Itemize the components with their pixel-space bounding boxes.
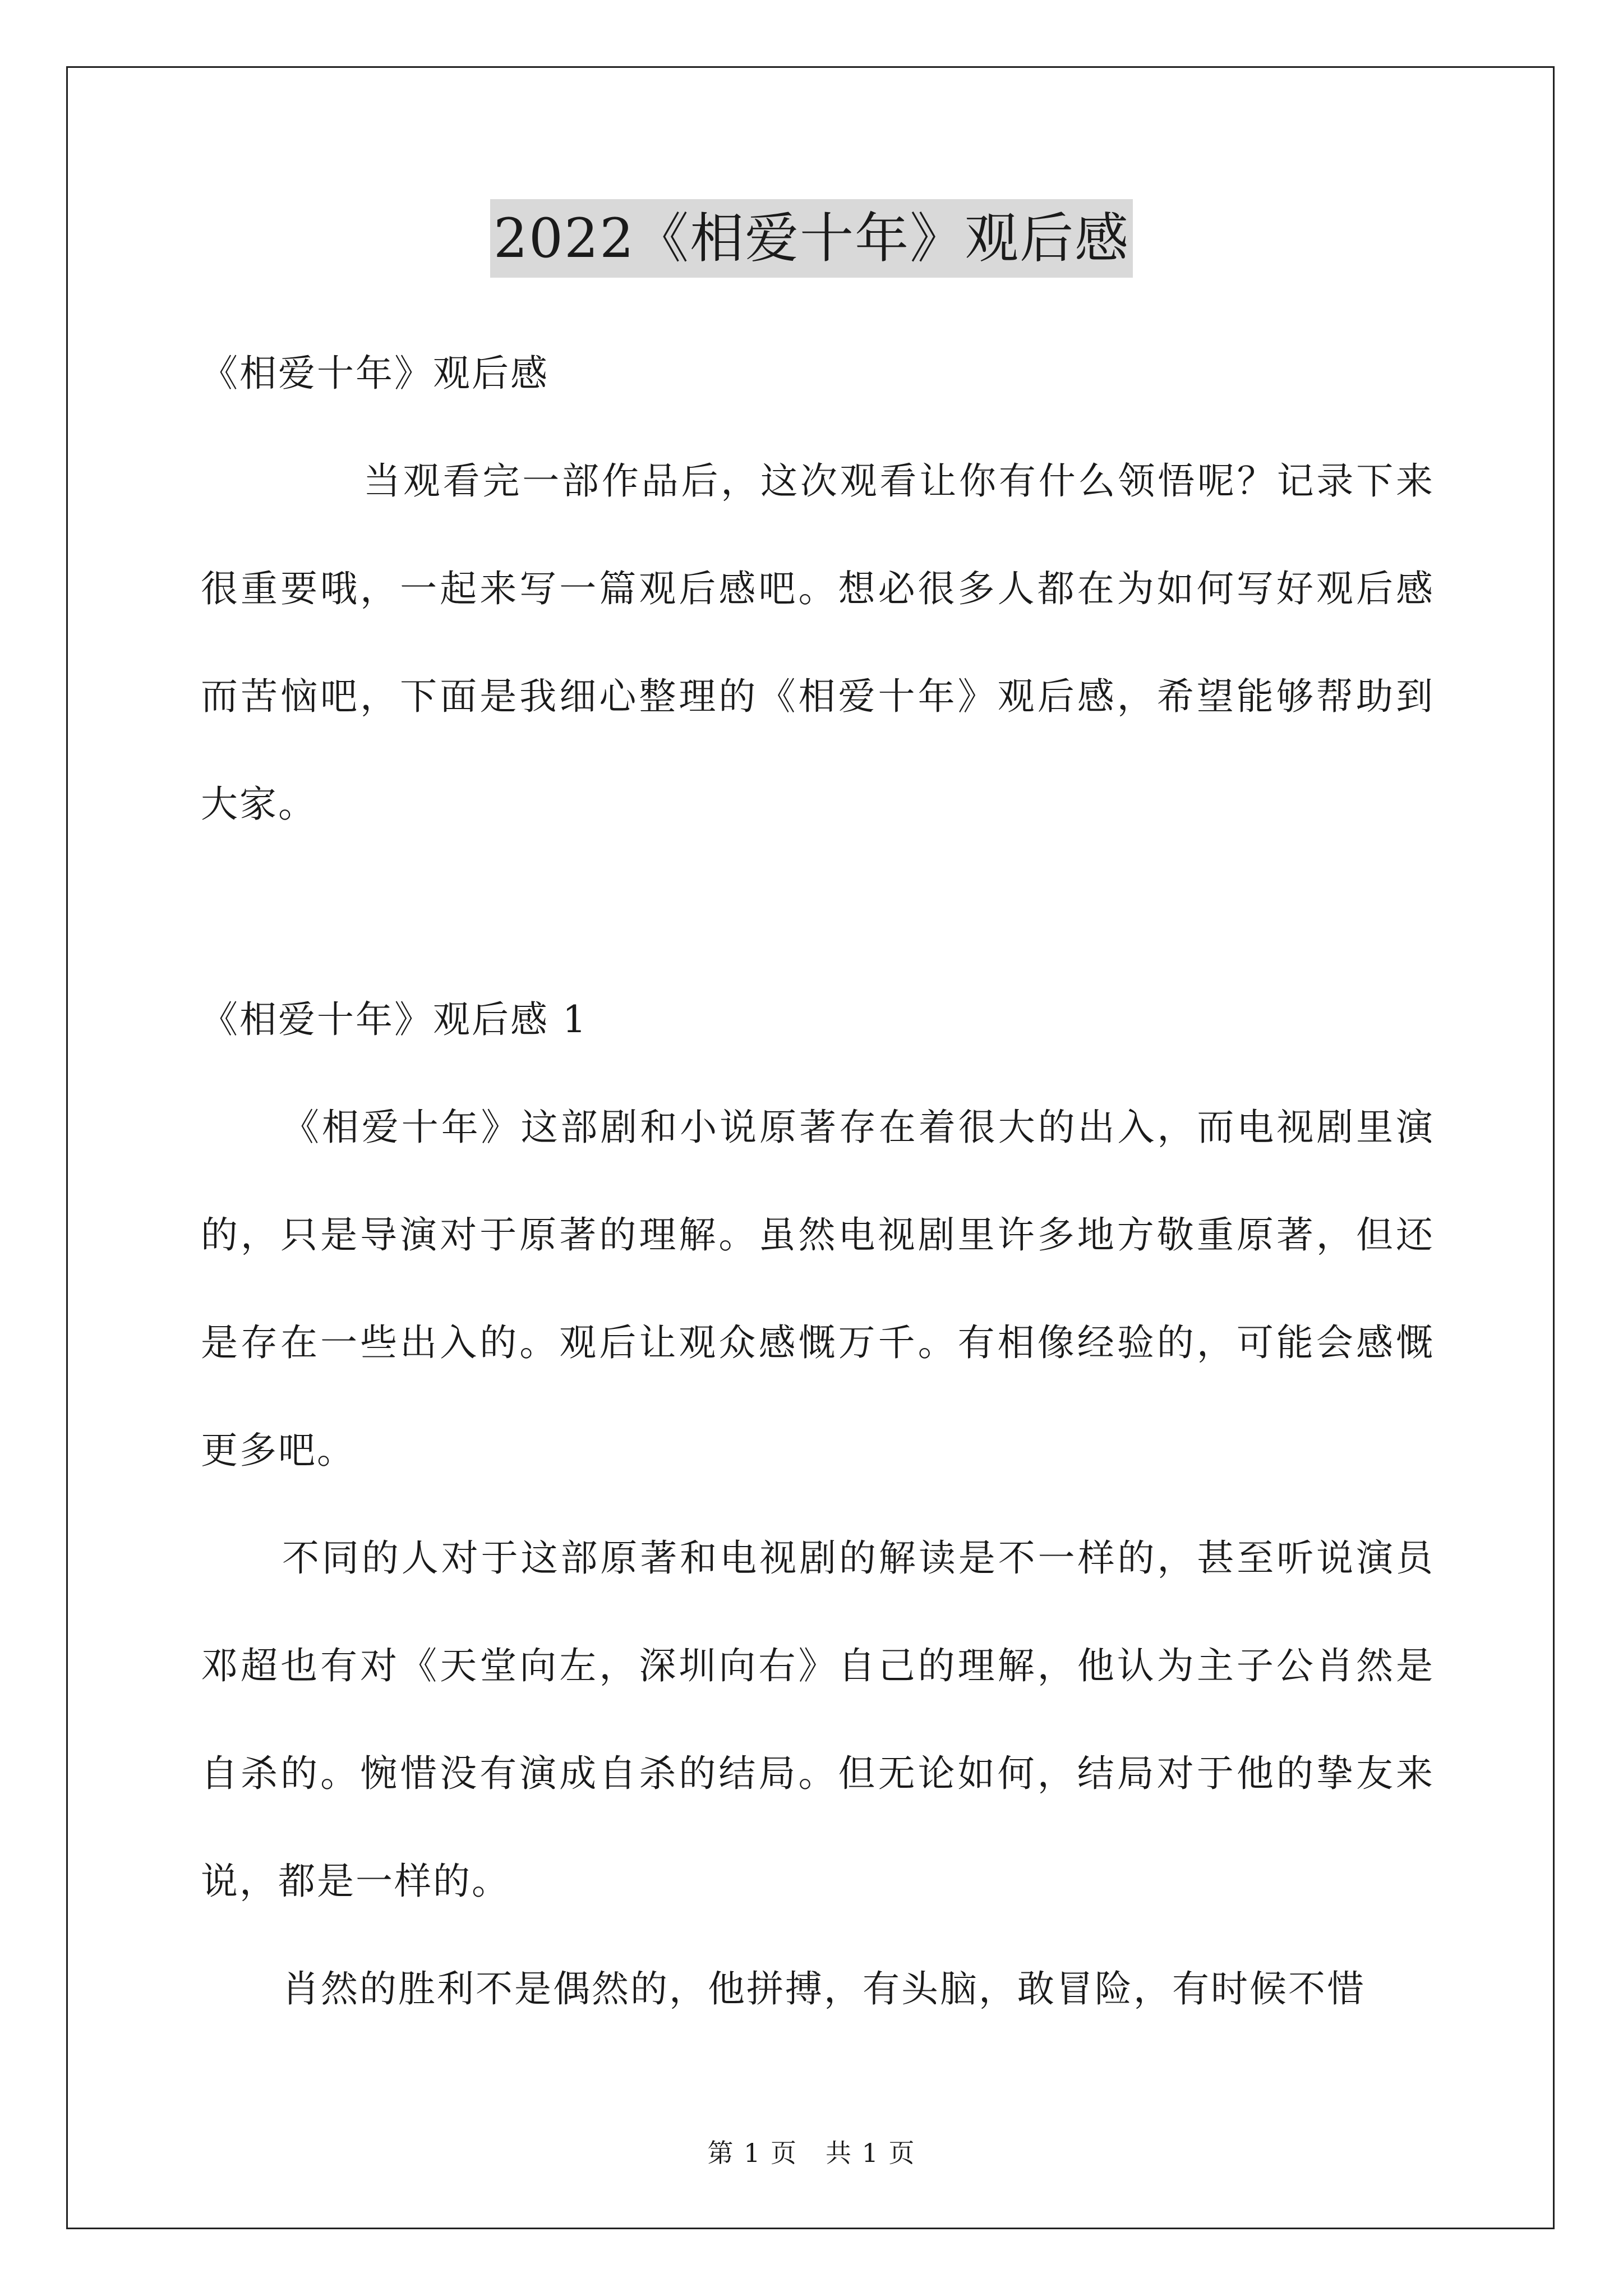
section-gap [201, 858, 1435, 966]
title-wrap [0, 199, 1623, 278]
page-number: 第 1 页 [707, 2138, 797, 2168]
document-subtitle: 《相爱十年》观后感 [201, 352, 549, 395]
section-heading: 《相爱十年》观后感 1 [201, 998, 588, 1041]
document-title: 2022《相爱十年》观后感 [490, 199, 1133, 278]
body-paragraph: 肖然的胜利不是偶然的，他拼搏，有头脑，敢冒险，有时候不惜 [282, 1967, 1366, 2010]
page-footer [0, 2136, 1623, 2170]
body-paragraph: 不同的人对于这部原著和电视剧的解读是不一样的，甚至听说演员邓超也有对《天堂向左，深圳向右》自己的理解，他认为主子公肖然是自杀的。惋惜没有演成自杀的结局。但无论如何，结局对于他的挚友来说，都是一样的。 [201, 1536, 1435, 1903]
page-total: 共 1 页 [826, 2138, 916, 2168]
intro-paragraph: 当观看完一部作品后，这次观看让你有什么领悟呢？记录下来很重要哦，一起来写一篇观后感吧。想必很多人都在为如何写好观后感而苦恼吧，下面是我细心整理的《相爱十年》观后感，希望能够帮助到大家。 [201, 459, 1435, 826]
document-body [201, 320, 1435, 2043]
body-paragraph: 《相爱十年》这部剧和小说原著存在着很大的出入，而电视剧里演的，只是导演对于原著的理解。虽然电视剧里许多地方敬重原著，但还是存在一些出入的。观后让观众感慨万千。有相像经验的，可能会感慨更多吧。 [201, 1106, 1435, 1472]
